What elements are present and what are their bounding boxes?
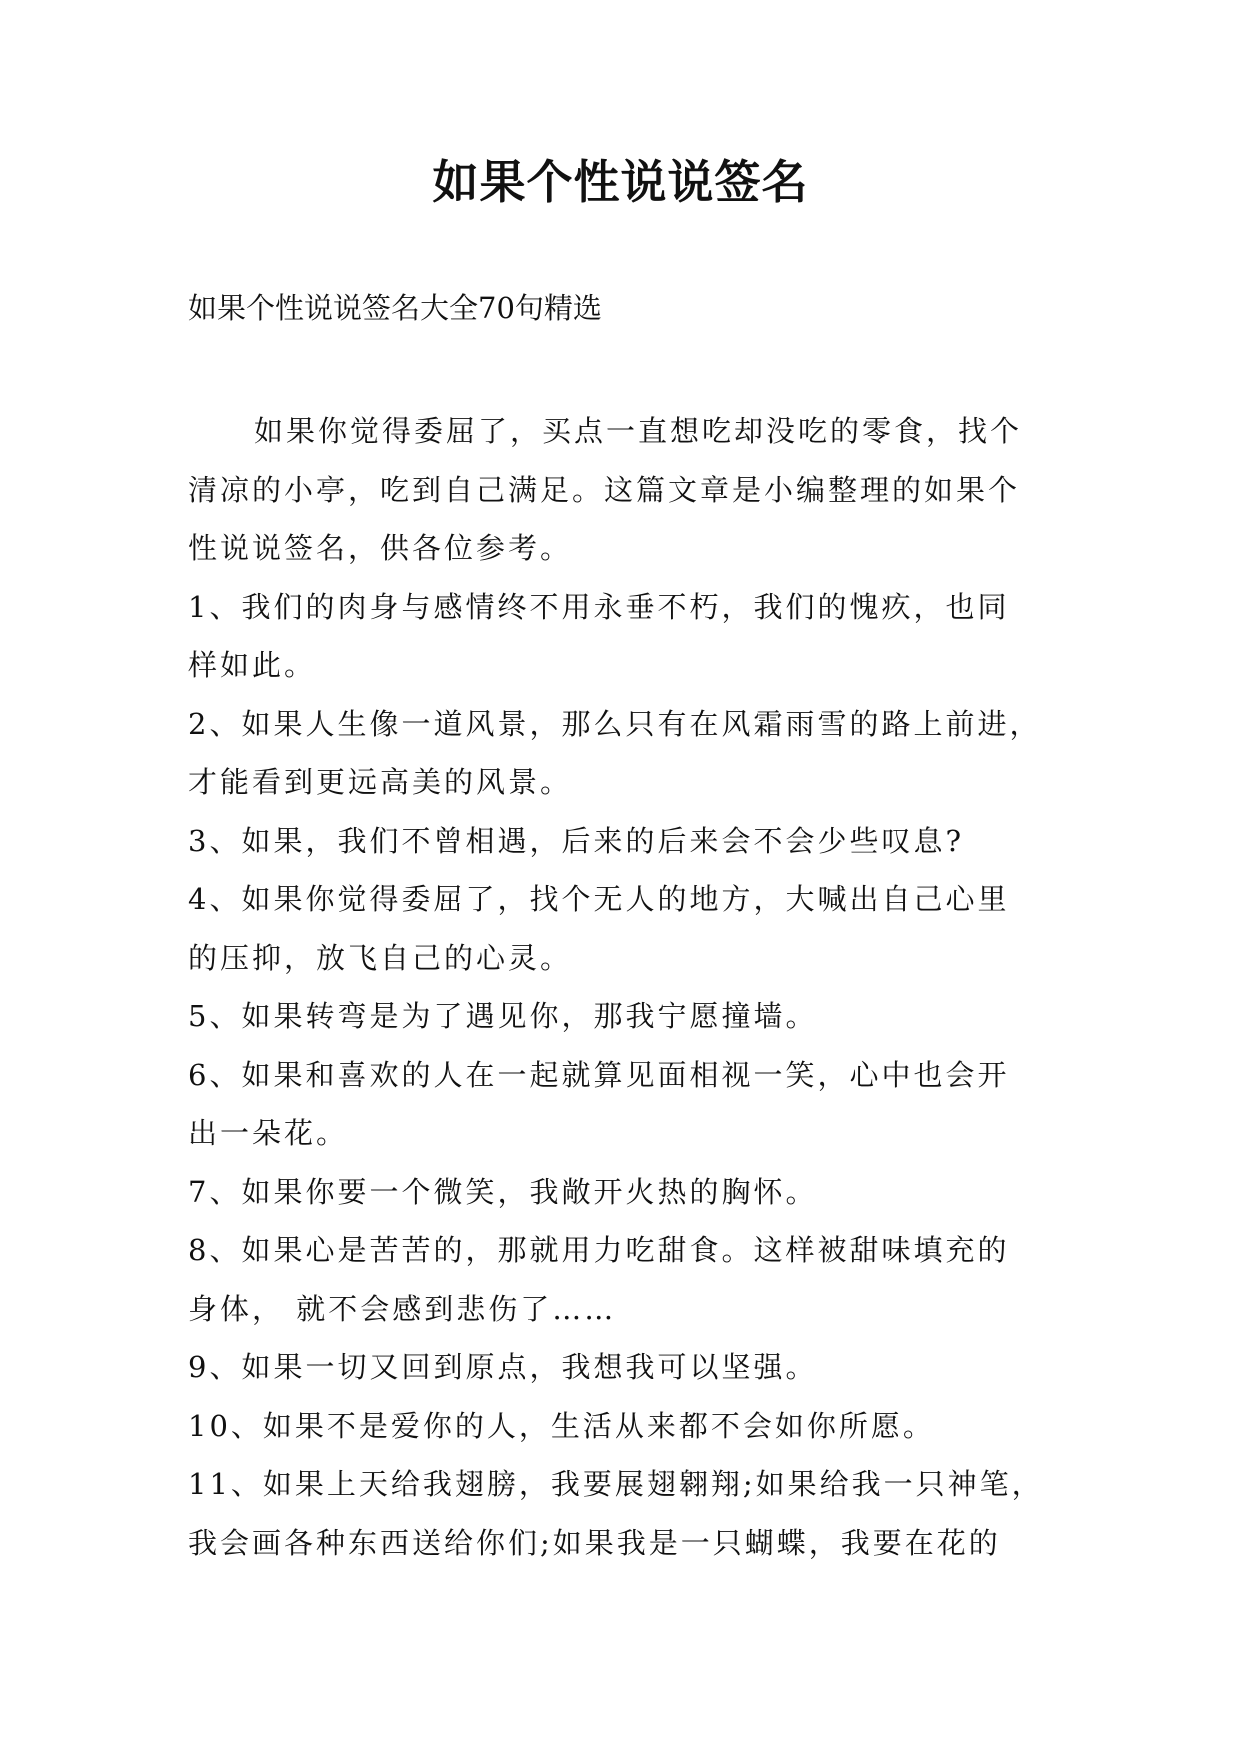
text-line: 10、如果不是爱你的人，生活从来都不会如你所愿。 <box>188 1408 935 1443</box>
list-item-11 <box>188 1455 1058 1572</box>
list-item-10 <box>188 1397 1058 1456</box>
document-body <box>188 402 1058 1572</box>
list-item-9 <box>188 1338 1058 1397</box>
list-item-3 <box>188 812 1058 871</box>
list-item-1 <box>188 578 1058 695</box>
text-line: 1、我们的肉身与感情终不用永垂不朽，我们的愧疚，也同 <box>188 589 1010 624</box>
text-line: 9、如果一切又回到原点，我想我可以坚强。 <box>188 1350 818 1384</box>
text-line: 样如此。 <box>188 648 317 682</box>
text-line: 5、如果转弯是为了遇见你，那我宁愿撞墙。 <box>188 999 818 1033</box>
list-item-6 <box>188 1046 1058 1163</box>
text-line: 清凉的小亭，吃到自己满足。这篇文章是小编整理的如果个 <box>188 472 1021 507</box>
text-line: 如果你觉得委屈了，买点一直想吃却没吃的零食，找个 <box>254 414 1023 448</box>
text-line: 3、如果，我们不曾相遇，后来的后来会不会少些叹息? <box>188 823 964 858</box>
text-line: 出一朵花。 <box>188 1116 349 1150</box>
text-line: 的压抑，放飞自己的心灵。 <box>188 940 573 975</box>
document-title: 如果个性说说签名 <box>432 155 809 209</box>
list-item-7 <box>188 1163 1058 1222</box>
list-item-4 <box>188 870 1058 987</box>
text-line: 4、如果你觉得委屈了，找个无人的地方，大喊出自己心里 <box>188 882 1010 916</box>
text-line: 6、如果和喜欢的人在一起就算见面相视一笑，心中也会开 <box>188 1057 1010 1092</box>
paragraph-intro <box>188 402 1058 578</box>
text-line: 2、如果人生像一道风景，那么只有在风霜雨雪的路上前进， <box>188 706 1042 741</box>
text-line: 我会画各种东西送给你们;如果我是一只蝴蝶，我要在花的 <box>188 1525 1001 1560</box>
text-line: 才能看到更远高美的风景。 <box>188 765 573 799</box>
list-item-5 <box>188 987 1058 1046</box>
text-line: 身体， 就不会感到悲伤了…… <box>188 1291 617 1326</box>
list-item-8 <box>188 1221 1058 1338</box>
text-line: 性说说签名，供各位参考。 <box>188 531 573 565</box>
text-line: 8、如果心是苦苦的，那就用力吃甜食。这样被甜味填充的 <box>188 1233 1010 1267</box>
text-line: 7、如果你要一个微笑，我敞开火热的胸怀。 <box>188 1174 818 1209</box>
document-subtitle: 如果个性说说签名大全70句精选 <box>188 291 602 325</box>
list-item-2 <box>188 695 1058 812</box>
text-line: 11、如果上天给我翅膀，我要展翅翱翔;如果给我一只神笔， <box>188 1467 1044 1501</box>
